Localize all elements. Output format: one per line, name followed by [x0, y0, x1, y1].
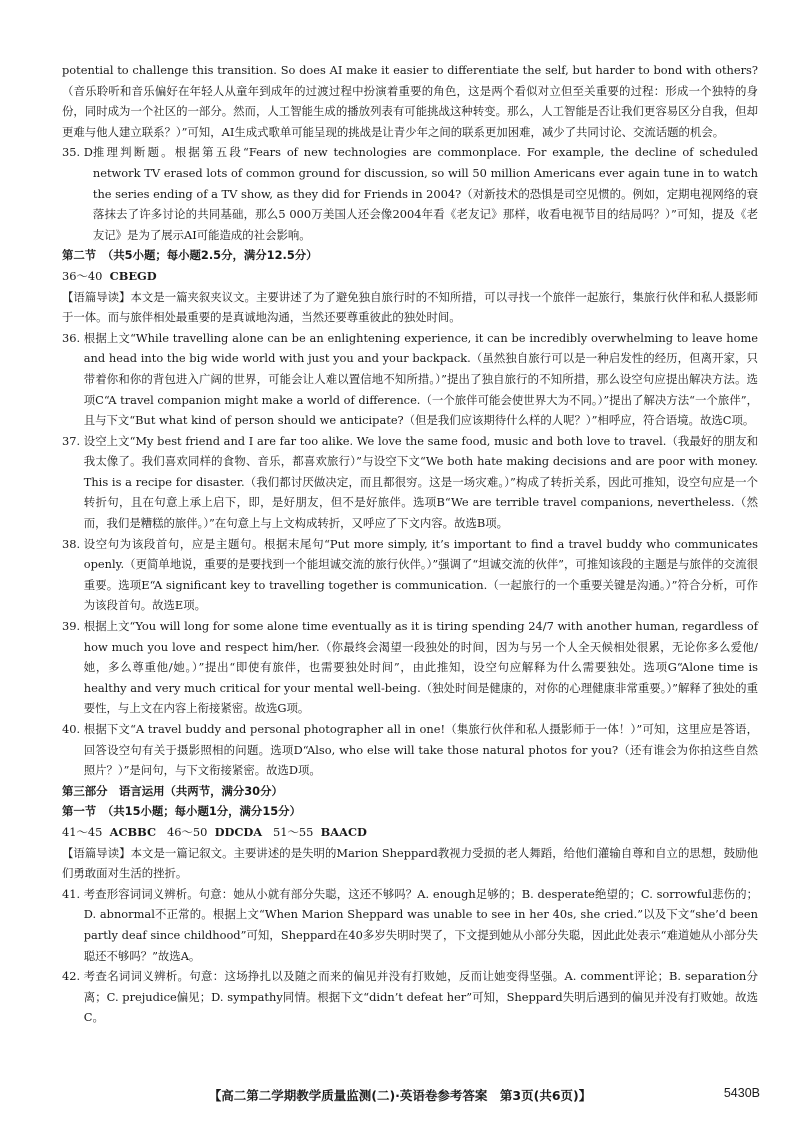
item-number: 38. [62, 536, 84, 551]
answer-range: 36～40 [62, 268, 103, 283]
answer-range: 46～50 [166, 824, 208, 839]
answer-letters: ACBBC [109, 824, 157, 839]
page-footer: 【高二第二学期教学质量监测(二)·英语卷参考答案 第3页(共6页)】 [208, 1088, 592, 1103]
item-number: 39. [62, 619, 84, 634]
item-number: 42. [62, 969, 84, 984]
answer-item-39 [62, 616, 758, 719]
answer-item-37 [62, 431, 758, 534]
item-number: 35. D [62, 145, 93, 160]
answer-item-41 [62, 884, 758, 966]
answer-range: 51～55 [273, 824, 314, 839]
section2-answer-key [62, 266, 758, 287]
answer-letters: DDCDA [214, 824, 263, 839]
item-text: 根据下文“A travel buddy and personal photographer all in one!（集旅行伙伴和私人摄影师于一体！）”可知，这里应是答语，回答设空句有关于摄影照相的问题。选项D“Also, who else will take those natural photos for you?（还有谁会为你拍这些自然照片？）”是问句，与下文衔接紧密。故选D项。 [83, 722, 758, 778]
item-text: 设空上文“My best friend and I are far too alike. We love the same food, music and both love to travel.（我最好的朋友和我太像了。我们喜欢同样的食物、音乐，都喜欢旅行）”与设空下文“We both hate making decisions and are poor with money. This is a recipe for disaster.（我们都讨厌做决定，而且都很穷。这是一场灾难。）”构成了转折关系，因此可推知，设空句应是一个转折句，且在句意上承上启下，即，是好朋友，但不是好旅伴。选项B“We are terrible travel companions, nevertheless.（然而，我们是糟糕的旅伴。）”在句意上与上文构成转折，又呼应了下文内容。故选B项。 [83, 433, 758, 531]
answer-item-36 [62, 328, 758, 431]
section1-answer-key [62, 822, 758, 843]
paper-code: 5430B [723, 1086, 760, 1100]
answer-item-42 [62, 966, 758, 1028]
guide-paragraph-3: 【语篇导读】本文是一篇记叙文。主要讲述的是失明的Marion Sheppard教视力受损的老人舞蹈，给他们灌输自尊和自立的思想，鼓励他们勇敢面对生活的挫折。 [62, 845, 758, 881]
item-text: 设空句为该段首句，应是主题句。根据末尾句“Put more simply, it’s important to find a travel buddy who communicates openly.（更简单地说，重要的是要找到一个能坦诚交流的旅行伙伴。）”强调了“坦诚交流的伙伴”，可推知该段的主题是与旅伴的交流很重要。选项E“A significant key to travelling together is communication.（一起旅行的一个重要关键是沟通。）”符合分析，可作为该段首句。故选E项。 [83, 536, 758, 613]
item-number: 37. [62, 433, 84, 448]
intro-paragraph: potential to challenge this transition. So does AI make it easier to differentiate the self, but harder to bond with others?（音乐聆听和音乐偏好在年轻人从童年到成年的过渡过程中扮演着重要的角色，这是两个看似对立但至关重要的过程：形成一个独特的身份，同时成为一个社区的一部分。然而，人工智能生成的播放列表有可能挑战这种转变。那么，人工智能是否让我们更容易区分自我，但却更难与他人建立联系？）”可知，AI生成式歌单可能呈现的挑战是让青少年之间的联系更加困难，减少了共同讨论、交流话题的机会。 [62, 63, 758, 139]
item-text: 推理判断题。根据第五段“Fears of new technologies are commonplace. For example, the decline of scheduled network TV erased lots of common ground for discussion, so will 50 million Americans ever again tune in to watch the series ending of a TV show, as they did for Friends in 2004?（对新技术的恐惧是司空见惯的。例如，定期电视网络的衰落抹去了许多讨论的共同基础，那么5 000万美国人还会像2004年看《老友记》那样，收看电视节目的结局吗？）”可知，提及《老友记》是为了展示AI可能造成的社会影响。 [92, 145, 758, 242]
answer-item-40 [62, 719, 758, 781]
section1-title: 第一节 （共15小题；每小题1分，满分15分） [62, 804, 301, 819]
page-body [62, 60, 758, 1028]
guide-paragraph-2: 【语篇导读】本文是一篇夹叙夹议文。主要讲述了为了避免独自旅行时的不知所措，可以寻找一个旅伴一起旅行，集旅行伙伴和私人摄影师于一体。而与旅伴相处最重要的是真诚地沟通，当然还要尊重彼此的独处时间。 [62, 289, 758, 325]
section2-title: 第二节 （共5小题；每小题2.5分，满分12.5分） [62, 248, 318, 263]
answer-range: 41～45 [62, 824, 103, 839]
answer-item-35 [62, 142, 758, 245]
item-number: 40. [62, 722, 84, 736]
item-number: 41. [62, 886, 84, 901]
item-text: 根据上文“While travelling alone can be an enlightening experience, it can be incredibly overwhelming to leave home and head into the big wide world with just you and your backpack.（虽然独自旅行可以是一种启发性的经历，但离开家，只带着你和你的背包进入广阔的世界，可能会让人难以置信地不知所措。）”提出了独自旅行的不知所措，那么设空句应提出解决方法。选项C“A travel companion might make a world of difference.（一个旅伴可能会使世界大为不同。）”提出了解决方法“一个旅伴”，且与下文“But what kind of person should we anticipate?（但是我们应该期待什么样的人呢？）”相呼应，符合语境。故选C项。 [83, 330, 758, 428]
answer-item-38 [62, 534, 758, 616]
item-text: 考查名词词义辨析。句意：这场挣扎以及随之而来的偏见并没有打败她，反而让她变得坚强。A. comment评论；B. separation分离；C. prejudice偏见；D. sympathy同情。根据下文“didn’t defeat her”可知，Sheppard失明后遇到的偏见并没有打败她。故选C。 [83, 969, 758, 1025]
item-text: 根据上文“You will long for some alone time eventually as it is tiring spending 24/7 with another human, regardless of how much you love and respect him/her.（你最终会渴望一段独处的时间，因为与另一个人全天候相处很累，无论你多么爱他/她，多么尊重他/她。）”提出“即使有旅伴，也需要独处时间”，由此推知，设空句应解释为什么需要独处。选项G“Alone time is healthy and very much critical for your mental well-being.（独处时间是健康的，对你的心理健康非常重要。）”解释了独处的重要性，与上文在内容上衔接紧密。故选G项。 [83, 619, 758, 716]
item-number: 36. [62, 330, 84, 345]
item-text: 考查形容词词义辨析。句意：她从小就有部分失聪，这还不够吗？A. enough足够的；B. desperate绝望的；C. sorrowful悲伤的；D. abnormal不正常的。根据上文“When Marion Sheppard was unable to see in her 40s, she cried.”以及下文“she’d been partly deaf since childhood”可知，Sheppard在40多岁失明时哭了，下文提到她从小部分失聪，因此此处表示“难道她从小部分失聪还不够吗？”故选A。 [83, 886, 758, 963]
answer-letters: BAACD [320, 824, 367, 839]
part3-title: 第三部分 语言运用（共两节，满分30分） [62, 783, 283, 798]
answer-letters: CBEGD [109, 268, 157, 283]
